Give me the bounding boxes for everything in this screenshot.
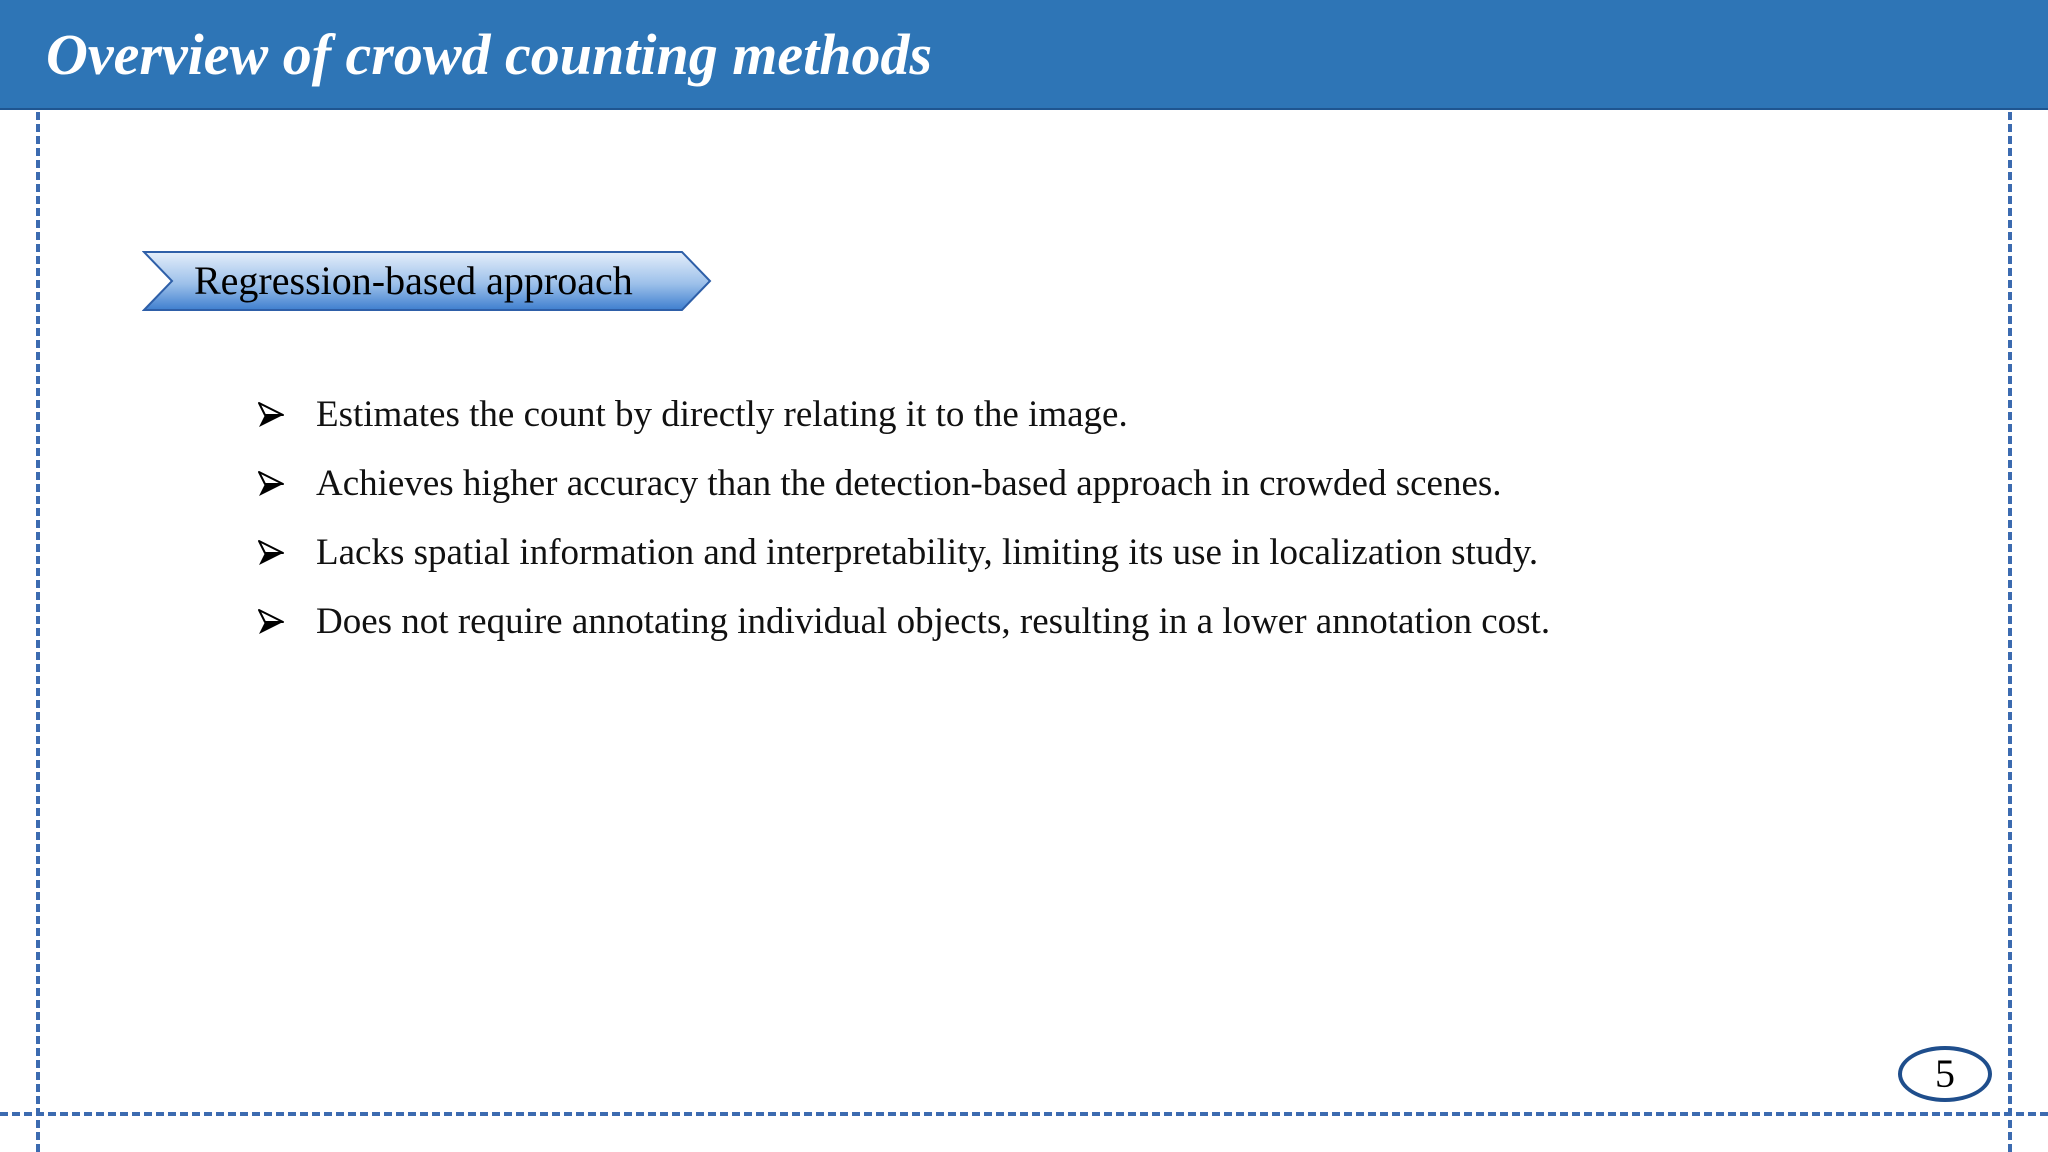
arrow-bullet-icon: [256, 538, 286, 568]
frame-left-dashed-line: [36, 112, 40, 1152]
arrow-bullet-icon: [256, 400, 286, 430]
frame-bottom-dashed-line: [0, 1112, 2048, 1116]
section-tag: [142, 250, 712, 312]
bullet-text: Lacks spatial information and interpretability, limiting its use in localization study.: [316, 532, 1539, 573]
header-bar: [0, 0, 2048, 110]
arrow-bullet-icon: [256, 469, 286, 499]
bullet-text: Estimates the count by directly relating it to the image.: [316, 394, 1128, 435]
frame-right-dashed-line: [2008, 112, 2012, 1152]
arrow-bullet-icon: [256, 607, 286, 637]
section-tag-label: Regression-based approach: [194, 258, 633, 303]
page-number-badge: 5: [1898, 1046, 1992, 1102]
slide-title: Overview of crowd counting methods: [46, 22, 933, 87]
bullet-text: Does not require annotating individual objects, resulting in a lower annotation cost.: [316, 601, 1551, 642]
bullet-text: Achieves higher accuracy than the detection-based approach in crowded scenes.: [316, 463, 1502, 504]
